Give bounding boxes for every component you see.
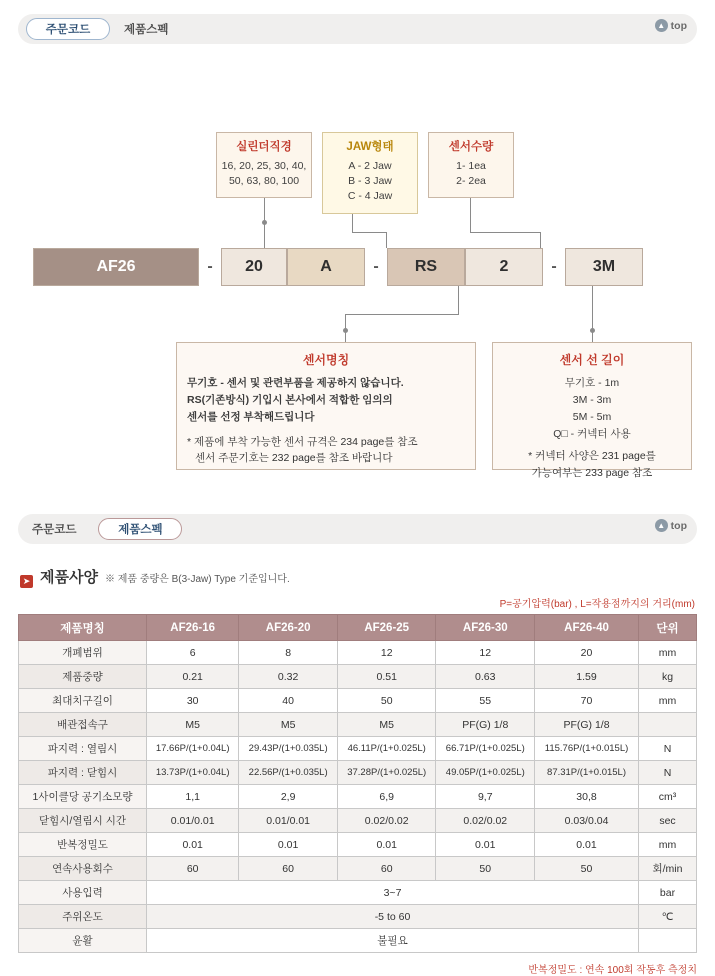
row-value: 0.01: [147, 833, 239, 857]
section-header-1: [18, 14, 697, 44]
connector-count-h: [470, 232, 540, 233]
sensor-name-note1: * 제품에 부착 가능한 센서 규격은 234 page를 참조: [187, 435, 418, 448]
row-value: 2,9: [239, 785, 338, 809]
option-sensor-qty-line1: 1- 1ea: [456, 159, 486, 172]
row-label: 개폐범위: [19, 641, 147, 665]
row-value: 46.11P/(1+0.025L): [337, 737, 436, 761]
row-value: 0.01: [436, 833, 535, 857]
connector-dot-bore: [262, 220, 267, 225]
table-row: [19, 905, 697, 929]
section-header-2: [18, 514, 697, 544]
row-value: 0.01: [337, 833, 436, 857]
row-value: 40: [239, 689, 338, 713]
chevron-up-icon: ▲: [655, 519, 668, 532]
sensor-length-title: 센서 선 길이: [559, 353, 625, 367]
connector-jaw-h: [352, 232, 386, 233]
top-button-1[interactable]: [655, 19, 687, 32]
table-row: [19, 785, 697, 809]
row-value: 0.02/0.02: [436, 809, 535, 833]
table-row: [19, 857, 697, 881]
connector-jaw-v1: [352, 214, 353, 232]
option-bore-title: 실린더직경: [236, 141, 292, 153]
row-value: 9,7: [436, 785, 535, 809]
sensor-name-title: 센서명칭: [302, 353, 350, 367]
row-value: 30,8: [535, 785, 639, 809]
col-header-2: AF26-20: [239, 615, 338, 641]
row-unit: 회/min: [639, 857, 697, 881]
row-value: 87.31P/(1+0.015L): [535, 761, 639, 785]
row-label: 파지력 : 닫힘시: [19, 761, 147, 785]
row-unit: [639, 929, 697, 953]
row-unit: sec: [639, 809, 697, 833]
row-value: 60: [337, 857, 436, 881]
top-button-label-1: top: [670, 19, 687, 32]
option-sensor-qty-box: [428, 132, 514, 198]
row-value: 29.43P/(1+0.035L): [239, 737, 338, 761]
marker-icon: ➤: [20, 575, 33, 588]
row-value: 6,9: [337, 785, 436, 809]
row-unit: kg: [639, 665, 697, 689]
connector-jaw-v2: [386, 232, 387, 248]
row-value: 12: [337, 641, 436, 665]
row-label: 배관접속구: [19, 713, 147, 737]
code-cell-jaw: A: [287, 248, 365, 286]
code-dash-3: -: [551, 258, 557, 275]
row-value-merged: 3~7: [147, 881, 639, 905]
spec-heading-note: ※ 제품 중량은 B(3-Jaw) Type 기준입니다.: [104, 574, 290, 585]
row-label: 주위온도: [19, 905, 147, 929]
code-cell-length: 3M: [565, 248, 643, 286]
option-bore-box: [216, 132, 312, 198]
row-value: 0.01: [239, 833, 338, 857]
ordering-code-diagram: [0, 52, 715, 480]
table-row: [19, 689, 697, 713]
tab-spec-2[interactable]: 제품스펙: [98, 518, 182, 540]
row-value: 60: [239, 857, 338, 881]
connector-count-v2: [540, 232, 541, 248]
sensor-length-box: [492, 342, 692, 480]
connector-length-v: [592, 286, 593, 342]
table-row: [19, 761, 697, 785]
col-header-4: AF26-30: [436, 615, 535, 641]
table-row: [19, 881, 697, 905]
option-jaw-line1: A - 2 Jaw: [348, 159, 392, 172]
sensor-length-line4: Q□ - 커넥터 사용: [553, 427, 631, 440]
connector-count-v1: [470, 198, 471, 232]
row-value: PF(G) 1/8: [436, 713, 535, 737]
col-header-6: 단위: [639, 615, 697, 641]
row-value: 49.05P/(1+0.025L): [436, 761, 535, 785]
sensor-name-line2: RS(기존방식) 기입시 본사에서 적합한 임의의: [187, 393, 393, 406]
code-cell-bore: 20: [221, 248, 287, 286]
table-row: [19, 713, 697, 737]
row-label: 제품중량: [19, 665, 147, 689]
sensor-length-note2: 가능여부는 233 page 참조: [531, 467, 653, 480]
col-header-1: AF26-16: [147, 615, 239, 641]
order-code-row: [33, 248, 643, 286]
row-value: 70: [535, 689, 639, 713]
row-value: PF(G) 1/8: [535, 713, 639, 737]
code-cell-sensor: RS: [387, 248, 465, 286]
row-value: 0.51: [337, 665, 436, 689]
row-value-merged: 불필요: [147, 929, 639, 953]
row-unit: mm: [639, 641, 697, 665]
spec-footnote: 반복정밀도 : 연속 100회 작동후 측정치: [528, 965, 697, 976]
option-jaw-line3: C - 4 Jaw: [347, 190, 393, 203]
table-row: [19, 809, 697, 833]
col-header-0: 제품명칭: [19, 615, 147, 641]
spec-section: [18, 566, 697, 976]
tab-spec-1[interactable]: 제품스펙: [124, 24, 169, 36]
table-row: [19, 641, 697, 665]
row-value: 1.59: [535, 665, 639, 689]
row-value: 55: [436, 689, 535, 713]
row-value: 66.71P/(1+0.025L): [436, 737, 535, 761]
row-unit: ℃: [639, 905, 697, 929]
sensor-length-line2: 3M - 3m: [572, 393, 612, 406]
sensor-name-line3: 센서를 선정 부착해드립니다: [187, 410, 315, 423]
option-jaw-title: JAW형태: [346, 141, 394, 153]
row-label: 연속사용회수: [19, 857, 147, 881]
sensor-length-line3: 5M - 5m: [572, 410, 612, 423]
spec-title: [20, 566, 697, 587]
row-value: M5: [239, 713, 338, 737]
row-value: 20: [535, 641, 639, 665]
top-button-label-2: top: [670, 519, 687, 532]
table-header-row: [19, 615, 697, 641]
row-label: 윤활: [19, 929, 147, 953]
col-header-5: AF26-40: [535, 615, 639, 641]
row-unit: mm: [639, 689, 697, 713]
row-unit: [639, 713, 697, 737]
code-cell-count: 2: [465, 248, 543, 286]
row-value: 0.32: [239, 665, 338, 689]
sensor-length-line1: 무기호 - 1m: [564, 377, 620, 390]
row-label: 닫힘시/열림시 시간: [19, 809, 147, 833]
row-value: 0.63: [436, 665, 535, 689]
row-label: 파지력 : 열림시: [19, 737, 147, 761]
spec-table: [18, 614, 697, 953]
table-row: [19, 929, 697, 953]
tab-order-code-1[interactable]: 주문코드: [26, 18, 110, 40]
row-label: 사용입력: [19, 881, 147, 905]
row-value: 6: [147, 641, 239, 665]
row-unit: N: [639, 761, 697, 785]
row-value-merged: -5 to 60: [147, 905, 639, 929]
top-button-2[interactable]: [655, 519, 687, 532]
row-value: 22.56P/(1+0.035L): [239, 761, 338, 785]
row-label: 반복정밀도: [19, 833, 147, 857]
row-label: 1사이클당 공기소모량: [19, 785, 147, 809]
row-value: 37.28P/(1+0.025L): [337, 761, 436, 785]
tab-order-code-2[interactable]: 주문코드: [32, 524, 77, 536]
option-bore-line1: 16, 20, 25, 30, 40,: [221, 159, 307, 172]
spec-unit-note: P=공기압력(bar) , L=작용점까지의 거리(mm): [499, 599, 695, 610]
row-value: M5: [337, 713, 436, 737]
sensor-length-note1: * 커넥터 사양은 231 page를: [528, 450, 656, 463]
row-value: 30: [147, 689, 239, 713]
row-value: 12: [436, 641, 535, 665]
sensor-name-line1: 무기호 - 센서 및 관련부품을 제공하지 않습니다.: [187, 377, 404, 390]
row-unit: cm³: [639, 785, 697, 809]
table-row: [19, 737, 697, 761]
option-sensor-qty-line2: 2- 2ea: [456, 174, 486, 187]
row-value: 0.01: [535, 833, 639, 857]
row-value: 0.02/0.02: [337, 809, 436, 833]
sensor-name-note2: 센서 주문기호는 232 page를 참조 바랍니다: [195, 452, 393, 465]
option-jaw-line2: B - 3 Jaw: [348, 174, 392, 187]
row-label: 최대치구길이: [19, 689, 147, 713]
spec-heading: 제품사양: [40, 569, 98, 586]
table-row: [19, 665, 697, 689]
connector-sensor-h: [345, 314, 459, 315]
code-cell-model: AF26: [33, 248, 199, 286]
row-value: 8: [239, 641, 338, 665]
connector-dot-length: [590, 328, 595, 333]
row-value: M5: [147, 713, 239, 737]
row-value: 0.03/0.04: [535, 809, 639, 833]
row-unit: bar: [639, 881, 697, 905]
option-bore-line2: 50, 63, 80, 100: [228, 174, 300, 187]
sensor-name-box: [176, 342, 476, 470]
option-sensor-qty-title: 센서수량: [448, 141, 494, 153]
chevron-up-icon: ▲: [655, 19, 668, 32]
code-dash-2: -: [373, 258, 379, 275]
row-value: 50: [337, 689, 436, 713]
option-jaw-box: [322, 132, 418, 214]
row-value: 0.01/0.01: [239, 809, 338, 833]
row-value: 0.01/0.01: [147, 809, 239, 833]
connector-dot-sensor: [343, 328, 348, 333]
row-value: 13.73P/(1+0.04L): [147, 761, 239, 785]
col-header-3: AF26-25: [337, 615, 436, 641]
row-value: 50: [436, 857, 535, 881]
row-value: 115.76P/(1+0.015L): [535, 737, 639, 761]
row-value: 1,1: [147, 785, 239, 809]
row-value: 50: [535, 857, 639, 881]
connector-sensor-v1: [458, 286, 459, 314]
row-value: 0.21: [147, 665, 239, 689]
row-value: 17.66P/(1+0.04L): [147, 737, 239, 761]
row-unit: mm: [639, 833, 697, 857]
row-value: 60: [147, 857, 239, 881]
table-row: [19, 833, 697, 857]
row-unit: N: [639, 737, 697, 761]
code-dash-1: -: [207, 258, 213, 275]
